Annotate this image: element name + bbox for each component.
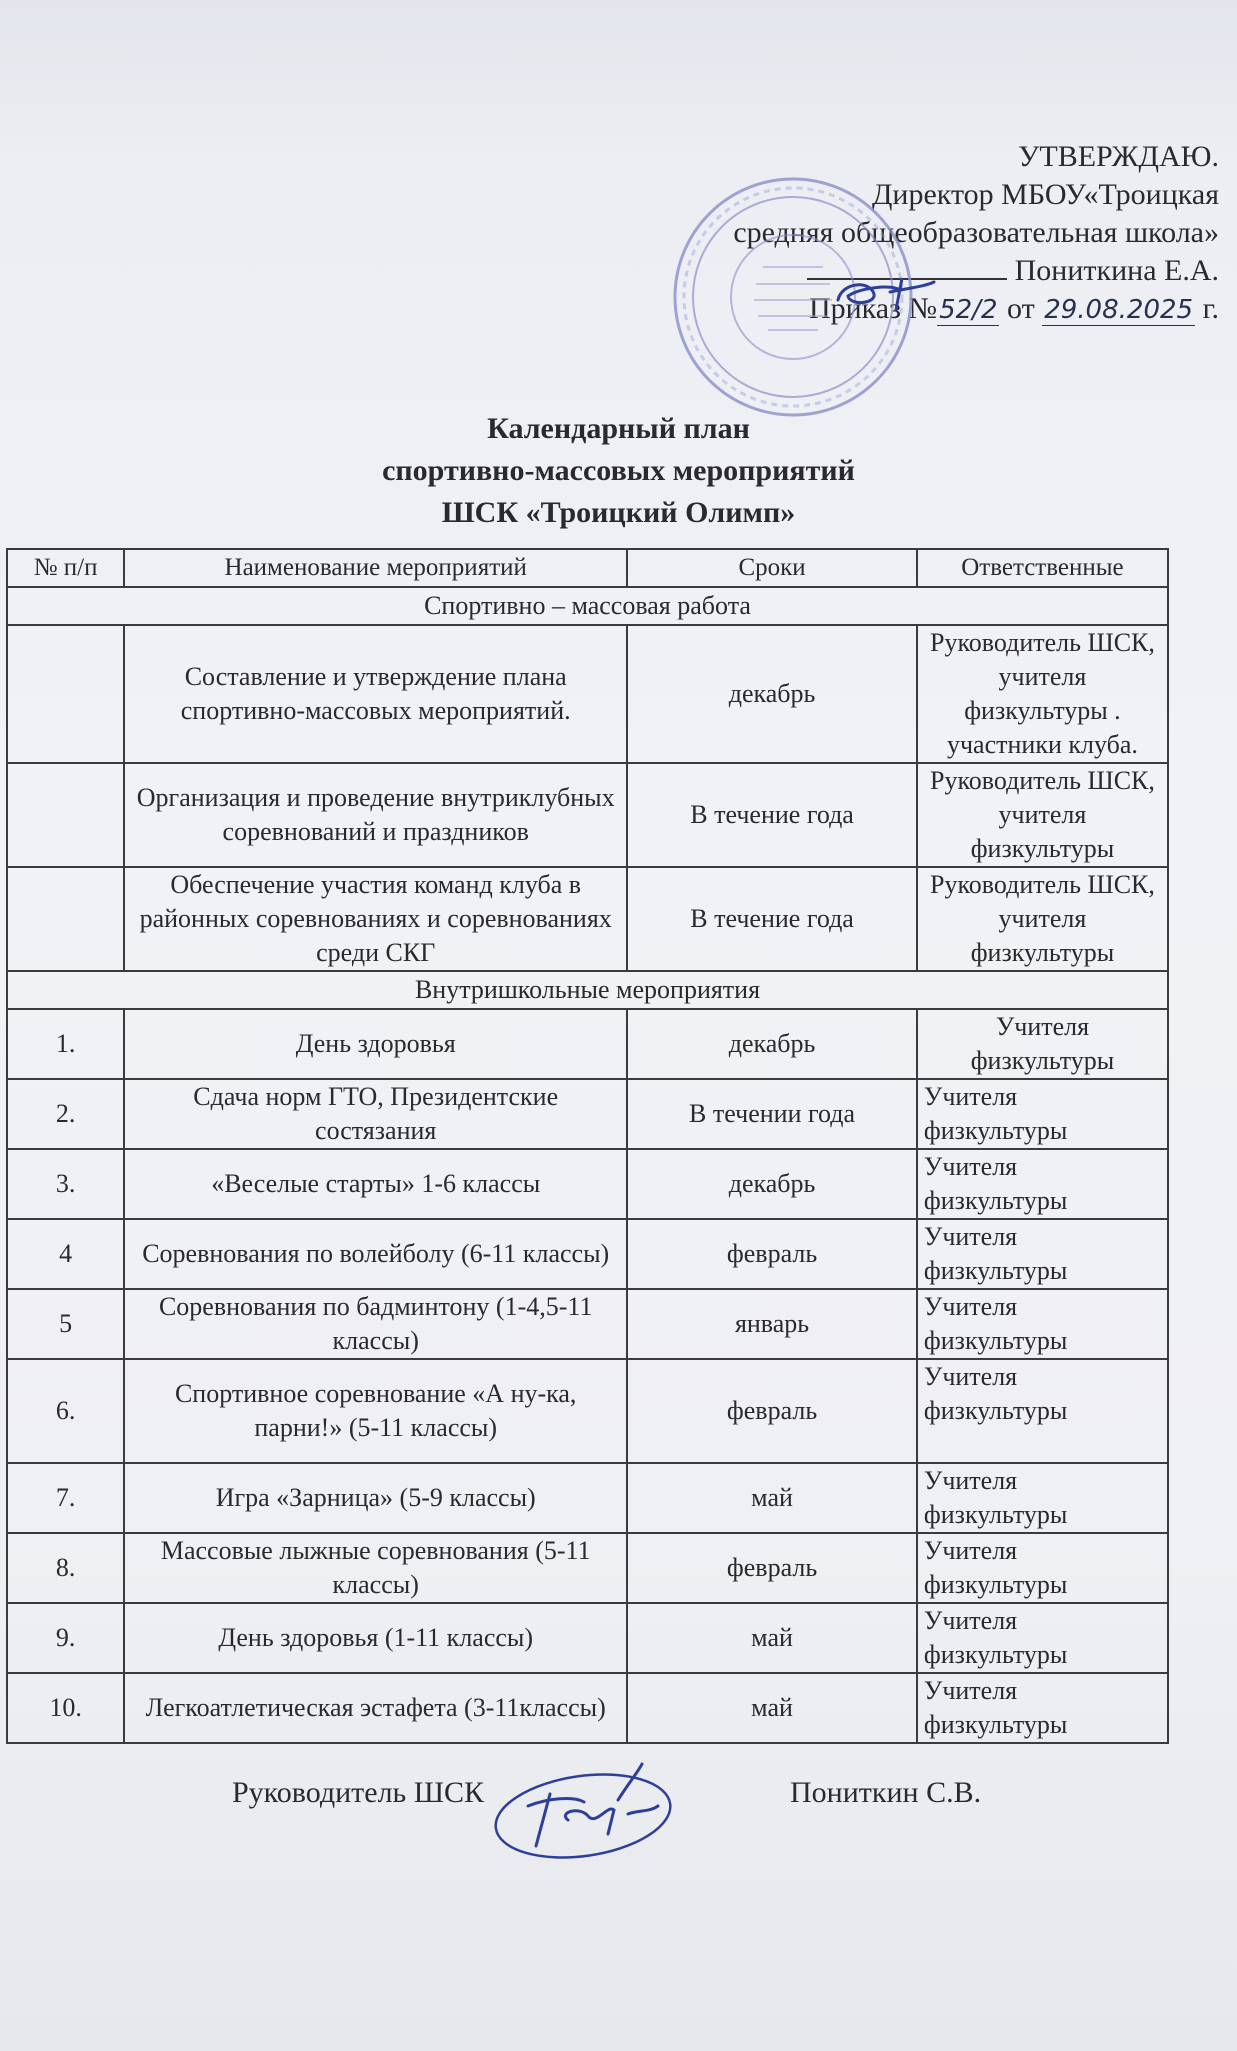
- document-title: [0, 408, 1237, 534]
- director-signature-icon: [830, 270, 940, 320]
- order-prefix: Приказ №: [808, 292, 938, 325]
- footer-name: Пониткин С.В.: [790, 1776, 982, 1809]
- row-term: В течение года: [627, 867, 917, 971]
- row-number: 3.: [7, 1149, 124, 1219]
- row-responsible: Учителя физкультуры: [917, 1149, 1168, 1219]
- table-row: [7, 1009, 1168, 1079]
- row-responsible: Учителя физкультуры: [917, 1673, 1168, 1743]
- table-header-row: [7, 549, 1168, 587]
- row-number: 2.: [7, 1079, 124, 1149]
- title-line-3: ШСК «Троицкий Олимп»: [441, 496, 796, 529]
- table-row: [7, 1603, 1168, 1673]
- order-date: 29.08.2025: [1044, 295, 1194, 325]
- row-number: 6.: [7, 1359, 124, 1463]
- row-term: декабрь: [627, 1149, 917, 1219]
- row-responsible: Учителя физкультуры: [917, 1219, 1168, 1289]
- row-event-name: Массовые лыжные соревнования (5-11 классы): [124, 1533, 627, 1603]
- footer-role: Руководитель ШСК: [232, 1776, 485, 1809]
- table-row: [7, 625, 1168, 763]
- events-table: [6, 548, 1169, 1744]
- row-event-name: Обеспечение участия команд клуба в районных соревнованиях и соревнованиях среди СКГ: [124, 867, 627, 971]
- table-row: [7, 763, 1168, 867]
- row-number: 4: [7, 1219, 124, 1289]
- table-row: [7, 867, 1168, 971]
- director-name: Пониткина Е.А.: [1014, 254, 1219, 287]
- row-number: [7, 867, 124, 971]
- section-heading-row: [7, 587, 1168, 625]
- order-number: 52/2: [939, 295, 998, 325]
- header-term: Сроки: [627, 549, 917, 587]
- approval-position: Директор МБОУ«Троицкая: [871, 178, 1219, 211]
- row-term: декабрь: [627, 625, 917, 763]
- row-responsible: Учителя физкультуры: [917, 1289, 1168, 1359]
- row-responsible: Учителя физкультуры: [917, 1359, 1168, 1463]
- row-event-name: Игра «Зарница» (5-9 классы): [124, 1463, 627, 1533]
- row-term: февраль: [627, 1219, 917, 1289]
- row-term: январь: [627, 1289, 917, 1359]
- row-number: 9.: [7, 1603, 124, 1673]
- row-event-name: «Веселые старты» 1-6 классы: [124, 1149, 627, 1219]
- row-event-name: Легкоатлетическая эстафета (3-11классы): [124, 1673, 627, 1743]
- row-responsible: Руководитель ШСК, учителя физкультуры: [917, 867, 1168, 971]
- order-suffix: г.: [1202, 292, 1219, 325]
- row-event-name: Организация и проведение внутриклубных соревнований и праздников: [124, 763, 627, 867]
- section-heading: Внутришкольные мероприятия: [7, 971, 1168, 1009]
- table-row: [7, 1149, 1168, 1219]
- header-responsible: Ответственные: [917, 549, 1168, 587]
- row-event-name: Сдача норм ГТО, Президентские состязания: [124, 1079, 627, 1149]
- row-number: 10.: [7, 1673, 124, 1743]
- row-term: В течении года: [627, 1079, 917, 1149]
- row-responsible: Учителя физкультуры: [917, 1079, 1168, 1149]
- row-number: [7, 625, 124, 763]
- row-number: 7.: [7, 1463, 124, 1533]
- title-line-1: Календарный план: [487, 412, 750, 445]
- header-number: № п/п: [7, 549, 124, 587]
- row-event-name: Соревнования по волейболу (6-11 классы): [124, 1219, 627, 1289]
- table-row: [7, 1673, 1168, 1743]
- row-responsible: Учителя физкультуры: [917, 1463, 1168, 1533]
- row-term: В течение года: [627, 763, 917, 867]
- row-event-name: Спортивное соревнование «А ну-ка, парни!» (5-11 классы): [124, 1359, 627, 1463]
- row-term: февраль: [627, 1533, 917, 1603]
- table-row: [7, 1219, 1168, 1289]
- row-term: февраль: [627, 1359, 917, 1463]
- section-heading: Спортивно – массовая работа: [7, 587, 1168, 625]
- table-row: [7, 1289, 1168, 1359]
- approval-school: средняя общеобразовательная школа»: [733, 216, 1219, 249]
- title-line-2: спортивно-массовых мероприятий: [382, 454, 855, 487]
- row-term: май: [627, 1463, 917, 1533]
- row-responsible: Руководитель ШСК, учителя физкультуры: [917, 763, 1168, 867]
- table-row: [7, 1359, 1168, 1463]
- table-row: [7, 1079, 1168, 1149]
- row-number: 5: [7, 1289, 124, 1359]
- row-term: май: [627, 1603, 917, 1673]
- row-responsible: Учителя физкультуры: [917, 1603, 1168, 1673]
- approval-heading: УТВЕРЖДАЮ.: [1018, 140, 1219, 173]
- row-event-name: Соревнования по бадминтону (1-4,5-11 классы): [124, 1289, 627, 1359]
- table-row: [7, 1463, 1168, 1533]
- row-event-name: Составление и утверждение плана спортивно-массовых мероприятий.: [124, 625, 627, 763]
- order-from: от: [1006, 292, 1035, 325]
- header-name: Наименование мероприятий: [124, 549, 627, 587]
- row-term: декабрь: [627, 1009, 917, 1079]
- section-heading-row: [7, 971, 1168, 1009]
- row-number: [7, 763, 124, 867]
- row-responsible: Руководитель ШСК, учителя физкультуры . участники клуба.: [917, 625, 1168, 763]
- row-number: 8.: [7, 1533, 124, 1603]
- leader-signature-icon: [488, 1754, 688, 1864]
- row-number: 1.: [7, 1009, 124, 1079]
- row-event-name: День здоровья (1-11 классы): [124, 1603, 627, 1673]
- row-responsible: Учителя физкультуры: [917, 1533, 1168, 1603]
- table-row: [7, 1533, 1168, 1603]
- row-event-name: День здоровья: [124, 1009, 627, 1079]
- row-responsible: Учителя физкультуры: [917, 1009, 1168, 1079]
- row-term: май: [627, 1673, 917, 1743]
